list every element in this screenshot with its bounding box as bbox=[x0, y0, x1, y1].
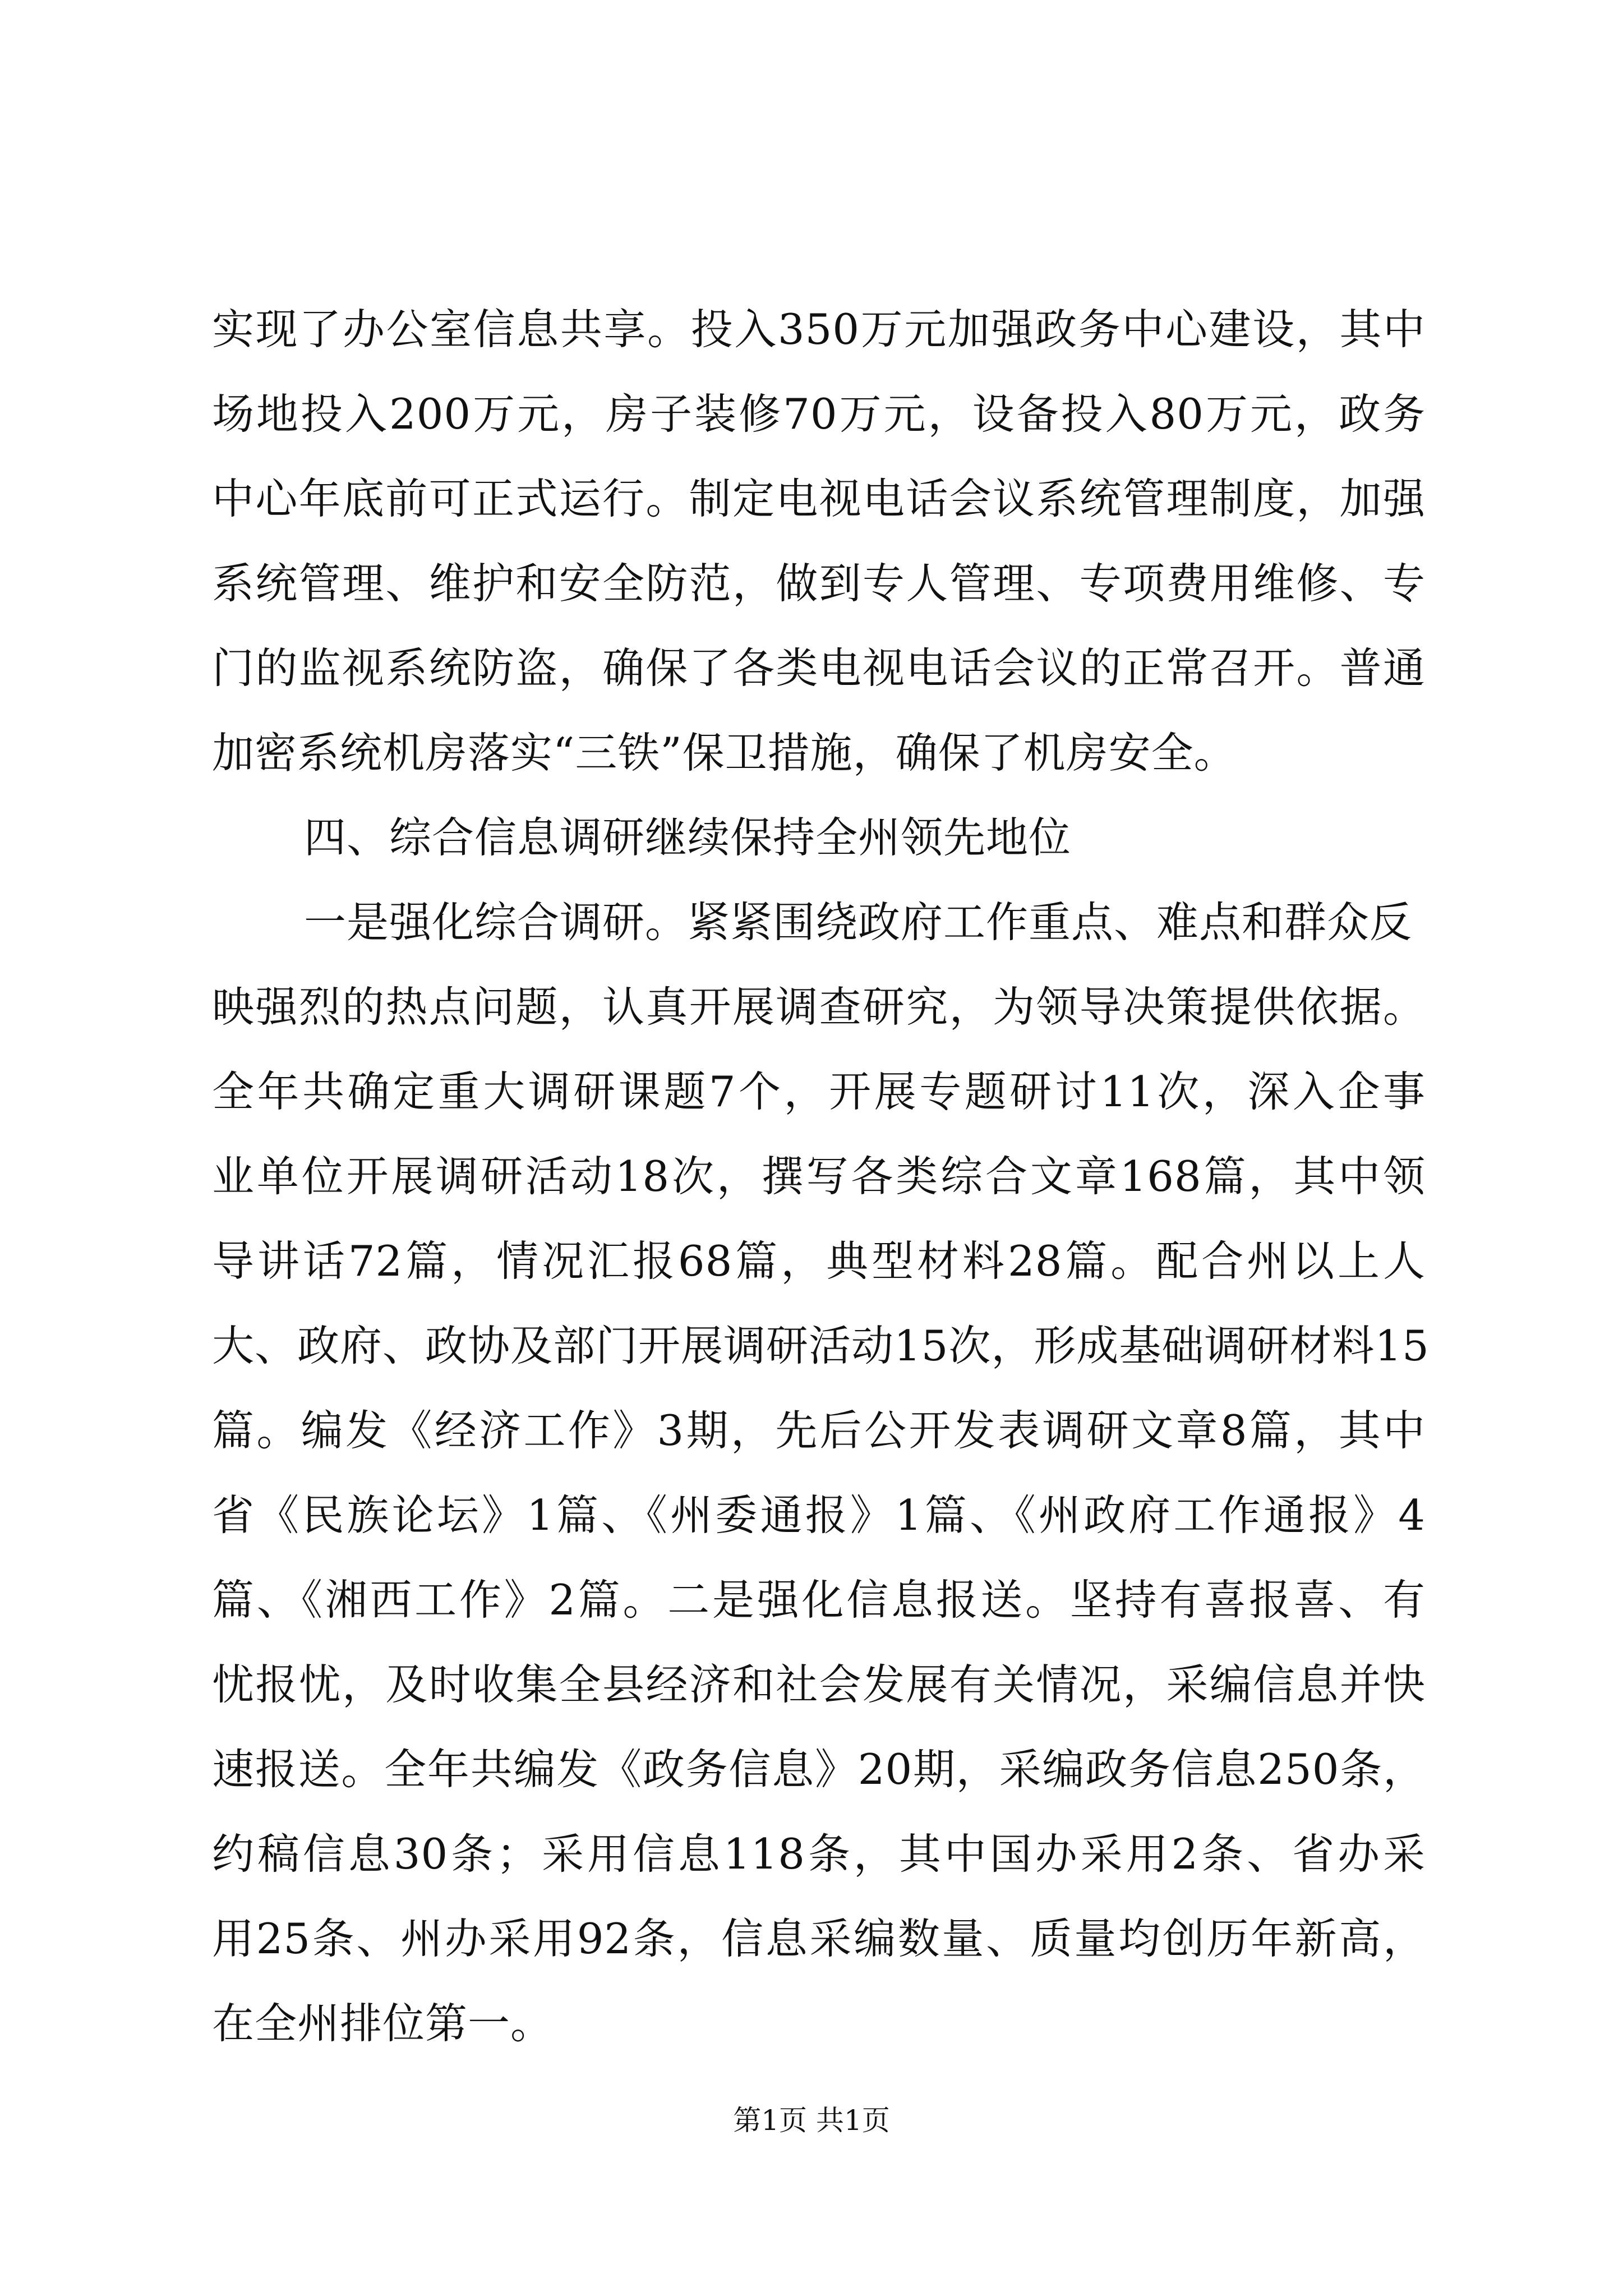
text-line: 用25条、州办采用92条，信息采编数量、质量均创历年新高， bbox=[212, 1914, 1426, 1963]
text-line: 映强烈的热点问题，认真开展调查研究，为领导决策提供依据。 bbox=[212, 982, 1426, 1032]
document-body bbox=[212, 287, 1430, 2066]
text-line: 忧报忧，及时收集全县经济和社会发展有关情况，采编信息并快 bbox=[212, 1660, 1426, 1709]
text-line: 速报送。全年共编发《政务信息》20期，采编政务信息250条， bbox=[212, 1745, 1426, 1794]
text-line: 加密系统机房落实“三铁”保卫措施，确保了机房安全。 bbox=[212, 728, 1237, 777]
text-line: 中心年底前可正式运行。制定电视电话会议系统管理制度，加强 bbox=[212, 474, 1426, 523]
text-line: 约稿信息30条；采用信息118条，其中国办采用2条、省办采 bbox=[212, 1829, 1426, 1879]
text-line: 一是强化综合调研。紧紧围绕政府工作重点、难点和群众反 bbox=[304, 898, 1413, 947]
text-line: 导讲话72篇，情况汇报68篇，典型材料28篇。配合州以上人 bbox=[212, 1236, 1426, 1286]
text-line: 全年共确定重大调研课题7个，开展专题研讨11次，深入企事 bbox=[212, 1067, 1426, 1116]
text-line: 业单位开展调研活动18次，撰写各类综合文章168篇，其中领 bbox=[212, 1152, 1426, 1201]
page-number-footer: 第1页 共1页 bbox=[733, 2104, 890, 2137]
text-line: 大、政府、政协及部门开展调研活动15次，形成基础调研材料15 bbox=[212, 1321, 1430, 1370]
text-line: 省《民族论坛》1篇、《州委通报》1篇、《州政府工作通报》4 bbox=[212, 1490, 1426, 1540]
text-line: 门的监视系统防盗，确保了各类电视电话会议的正常召开。普通 bbox=[212, 643, 1426, 693]
text-line: 系统管理、维护和安全防范，做到专人管理、专项费用维修、专 bbox=[212, 559, 1426, 608]
text-line: 篇、《湘西工作》2篇。二是强化信息报送。坚持有喜报喜、有 bbox=[212, 1575, 1426, 1625]
text-line: 实现了办公室信息共享。投入350万元加强政务中心建设，其中 bbox=[212, 305, 1426, 354]
text-line: 在全州排位第一。 bbox=[212, 1999, 554, 2048]
text-line: 场地投入200万元，房子装修70万元，设备投入80万元，政务 bbox=[212, 389, 1426, 439]
section-heading: 四、综合信息调研继续保持全州领先地位 bbox=[304, 813, 1072, 862]
text-line: 篇。编发《经济工作》3期，先后公开发表调研文章8篇，其中 bbox=[212, 1406, 1426, 1455]
